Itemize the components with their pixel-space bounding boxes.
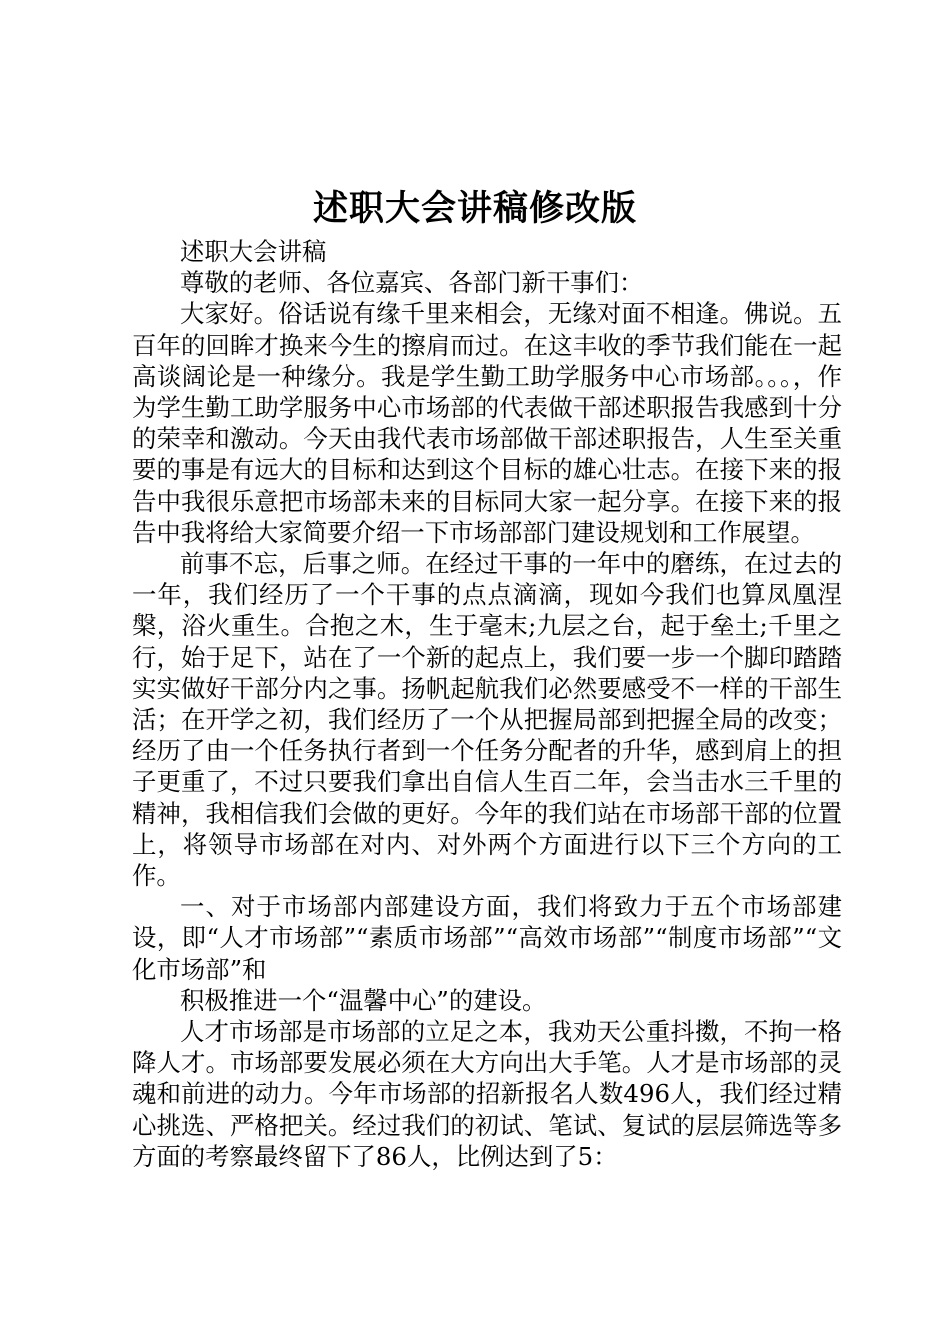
paragraph-section-one-cont: 积极推进一个“温馨中心”的建设。: [180, 985, 547, 1015]
paragraph-opening: 大家好。俗话说有缘千里来相会，无缘对面不相逢。佛说。五百年的回眸才换来今生的擦肩而过。在这丰收的季节我们能在一起高谈阔论是一种缘分。我是学生勤工助学服务中心市场部。。。，作为学生勤工助学服务中心市场部的代表做干部述职报告我感到十分的荣幸和激动。今天由我代表市场部做干部述职报告，人生至关重要的事是有远大的目标和达到这个目标的雄心壮志。在接下来的报告中我很乐意把市场部未来的目标同大家一起分享。在接下来的报告中我将给大家简要介绍一下市场部部门建设规划和工作展望。: [132, 299, 842, 547]
document-title: 述职大会讲稿修改版: [312, 188, 637, 229]
paragraph-salutation: 尊敬的老师、各位嘉宾、各部门新干事们：: [180, 268, 644, 298]
document-body: [132, 236, 842, 1172]
paragraph-talent: 人才市场部是市场部的立足之本，我劝天公重抖擞，不拘一格降人才。市场部要发展必须在大方向出大手笔。人才是市场部的灵魂和前进的动力。今年市场部的招新报名人数496人，我们经过精心挑选、严格把关。经过我们的初试、笔试、复试的层层筛选等多方面的考察最终留下了86人，比例达到了5：: [132, 1017, 842, 1171]
paragraph-section-one: 一、对于市场部内部建设方面，我们将致力于五个市场部建设，即“人才市场部”“素质市场部”“高效市场部”“制度市场部”“文化市场部”和: [132, 892, 842, 984]
paragraph-review: 前事不忘，后事之师。在经过干事的一年中的磨练，在过去的一年，我们经历了一个干事的点点滴滴，现如今我们也算凤凰涅槃，浴火重生。合抱之木，生于毫末;九层之台，起于垒土;千里之行，始于足下，站在了一个新的起点上，我们要一步一个脚印踏踏实实做好干部分内之事。扬帆起航我们必然要感受不一样的干部生活；在开学之初，我们经历了一个从把握局部到把握全局的改变；经历了由一个任务执行者到一个任务分配者的升华，感到肩上的担子更重了，不过只要我们拿出自信人生百二年，会当击水三千里的精神，我相信我们会做的更好。今年的我们站在市场部干部的位置上，将领导市场部在对内、对外两个方面进行以下三个方向的工作。: [132, 549, 842, 891]
paragraph-subtitle: 述职大会讲稿: [180, 237, 327, 266]
